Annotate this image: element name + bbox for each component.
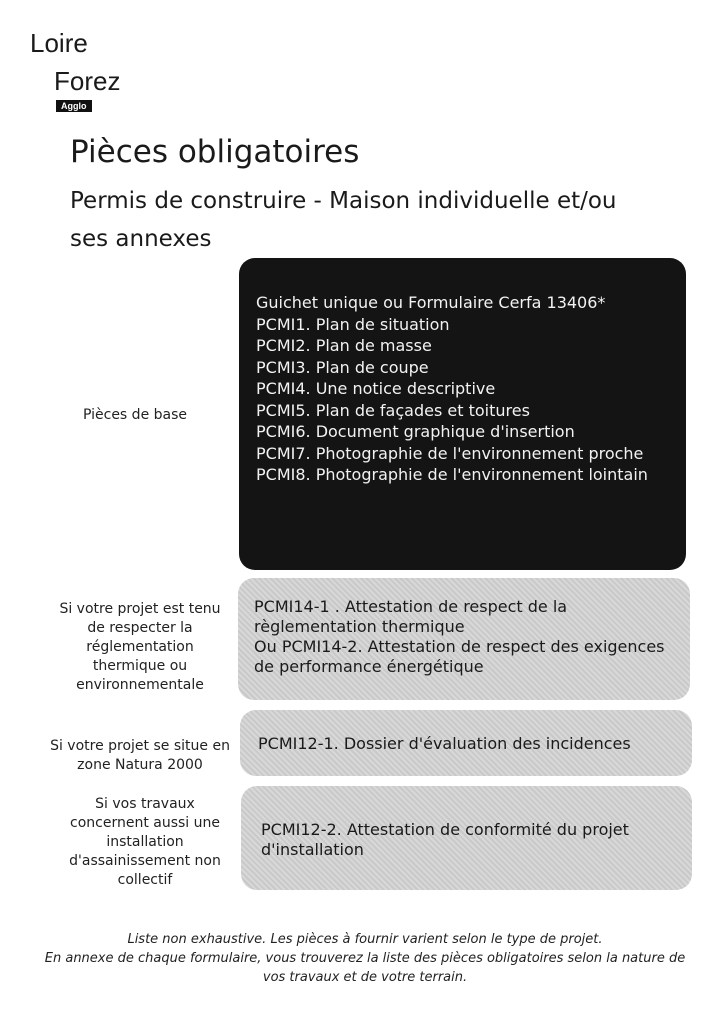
list-item: PCMI1. Plan de situation bbox=[256, 314, 450, 334]
natura-box bbox=[240, 710, 692, 776]
footer-line-2: En annexe de chaque formulaire, vous trouverez la liste des pièces obligatoires selon la nature de vos travaux et de votre terrain. bbox=[44, 951, 686, 985]
base-pieces-box bbox=[239, 258, 686, 570]
list-item: PCMI6. Document graphique d'insertion bbox=[256, 422, 575, 441]
natura-label: Si votre projet se situe en zone Natura 2000 bbox=[50, 738, 230, 773]
list-item: PCMI3. Plan de coupe bbox=[256, 357, 429, 377]
logo-line-2: Forez bbox=[54, 66, 121, 96]
list-item: PCMI4. Une notice descriptive bbox=[256, 379, 496, 398]
list-item: Guichet unique ou Formulaire Cerfa 13406* bbox=[256, 293, 606, 312]
thermique-box bbox=[238, 578, 690, 700]
thermique-label: Si votre projet est tenu de respecter la réglementation thermique ou environnementale bbox=[59, 601, 221, 693]
assainissement-box bbox=[241, 786, 692, 890]
base-label: Pièces de base bbox=[82, 407, 187, 423]
list-item: PCMI7. Photographie de l'environnement proche bbox=[256, 443, 644, 463]
assainissement-piece: PCMI12-2. Attestation de conformité du projet d'installation bbox=[261, 820, 629, 859]
thermique-option-1: PCMI14-1 . Attestation de respect de la règlementation thermique bbox=[254, 597, 568, 636]
page-title: Pièces obligatoires bbox=[70, 134, 360, 170]
logo-tag: Agglo bbox=[56, 100, 92, 112]
thermique-option-2: Ou PCMI14-2. Attestation de respect des exigences de performance énergétique bbox=[254, 637, 665, 676]
footer-note bbox=[40, 930, 690, 987]
base-pieces-list bbox=[239, 258, 686, 486]
logo-line-1: Loire bbox=[30, 28, 88, 58]
loire-forez-logo bbox=[30, 28, 140, 118]
assainissement-label: Si vos travaux concernent aussi une installation d'assainissement non collectif bbox=[69, 796, 221, 888]
footer-line-1: Liste non exhaustive. Les pièces à fournir varient selon le type de projet. bbox=[127, 932, 603, 947]
natura-piece: PCMI12-1. Dossier d'évaluation des incidences bbox=[258, 734, 631, 753]
list-item: PCMI5. Plan de façades et toitures bbox=[256, 400, 530, 420]
list-item: PCMI2. Plan de masse bbox=[256, 336, 432, 355]
page-subtitle: Permis de construire - Maison individuelle et/ou ses annexes bbox=[70, 188, 617, 252]
list-item: PCMI8. Photographie de l'environnement lointain bbox=[256, 465, 648, 484]
